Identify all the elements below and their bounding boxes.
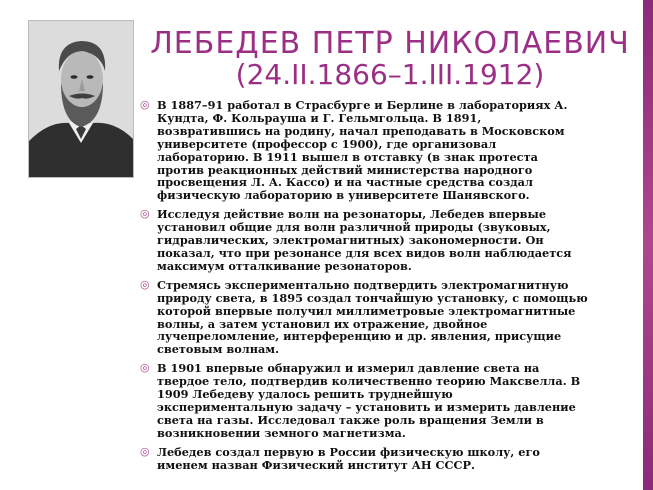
bullet-text: Исследуя действие волн на резонаторы, Лебедев впервые установил общие для волн различной природы (звуковых, гидравлических, электромагнитных) закономерности. Он показал, что при резонансе для всех видов волн наблюдается максимум отталкивание резонаторов. (157, 207, 572, 273)
portrait-image (29, 21, 133, 177)
list-item (140, 99, 588, 202)
list-item (140, 208, 588, 273)
bullet-text: В 1901 впервые обнаружил и измерил давление света на твердое тело, подтвердив количественно теорию Максвелла. В 1909 Лебедеву удалось решить труднейшую экспериментальную задачу – установить и измерить давление света на газы. Исследовал также роль вращения Земли в возникновении земного магнетизма. (157, 361, 581, 440)
bullet-text: В 1887–91 работал в Страсбурге и Берлине в лабораториях А. Кундта, Ф. Кольрауша и Г. Гельмгольца. В 1891, возвратившись на родину, начал преподавать в Московском университете (профессор с 1900), где организовал лабораторию. В 1911 вышел в отставку (в знак протеста против реакционных действий министерства народного просвещения Л. А. Кассо) и на частные средства создал физическую лабораторию в университете Шанявского. (157, 98, 568, 203)
circle-bullet-icon: ◎ (140, 444, 150, 458)
circle-bullet-icon: ◎ (140, 361, 150, 375)
list-item (140, 279, 588, 356)
circle-bullet-icon: ◎ (140, 98, 150, 111)
page-title (150, 28, 630, 91)
portrait-photo (28, 20, 134, 178)
list-item (140, 362, 588, 439)
bullet-list (140, 99, 588, 477)
circle-bullet-icon: ◎ (140, 207, 150, 221)
title-dates: (24.II.1866–1.III.1912) (235, 58, 545, 92)
list-item (140, 446, 588, 472)
title-name: ЛЕБЕДЕВ ПЕТР НИКОЛАЕВИЧ (150, 26, 630, 61)
bullet-text: Лебедев создал первую в России физическую школу, его именем назван Физический институт АН СССР. (157, 444, 540, 472)
decorative-side-band (643, 0, 653, 490)
circle-bullet-icon: ◎ (140, 277, 150, 291)
bullet-text: Стремясь экспериментально подтвердить электромагнитную природу света, в 1895 создал тончайшую установку, с помощью которой впервые получил миллиметровые электромагнитные волны, а затем установил их отражение, двойное лучепреломление, интерференцию и др. явления, присущие световым волнам. (157, 277, 588, 357)
